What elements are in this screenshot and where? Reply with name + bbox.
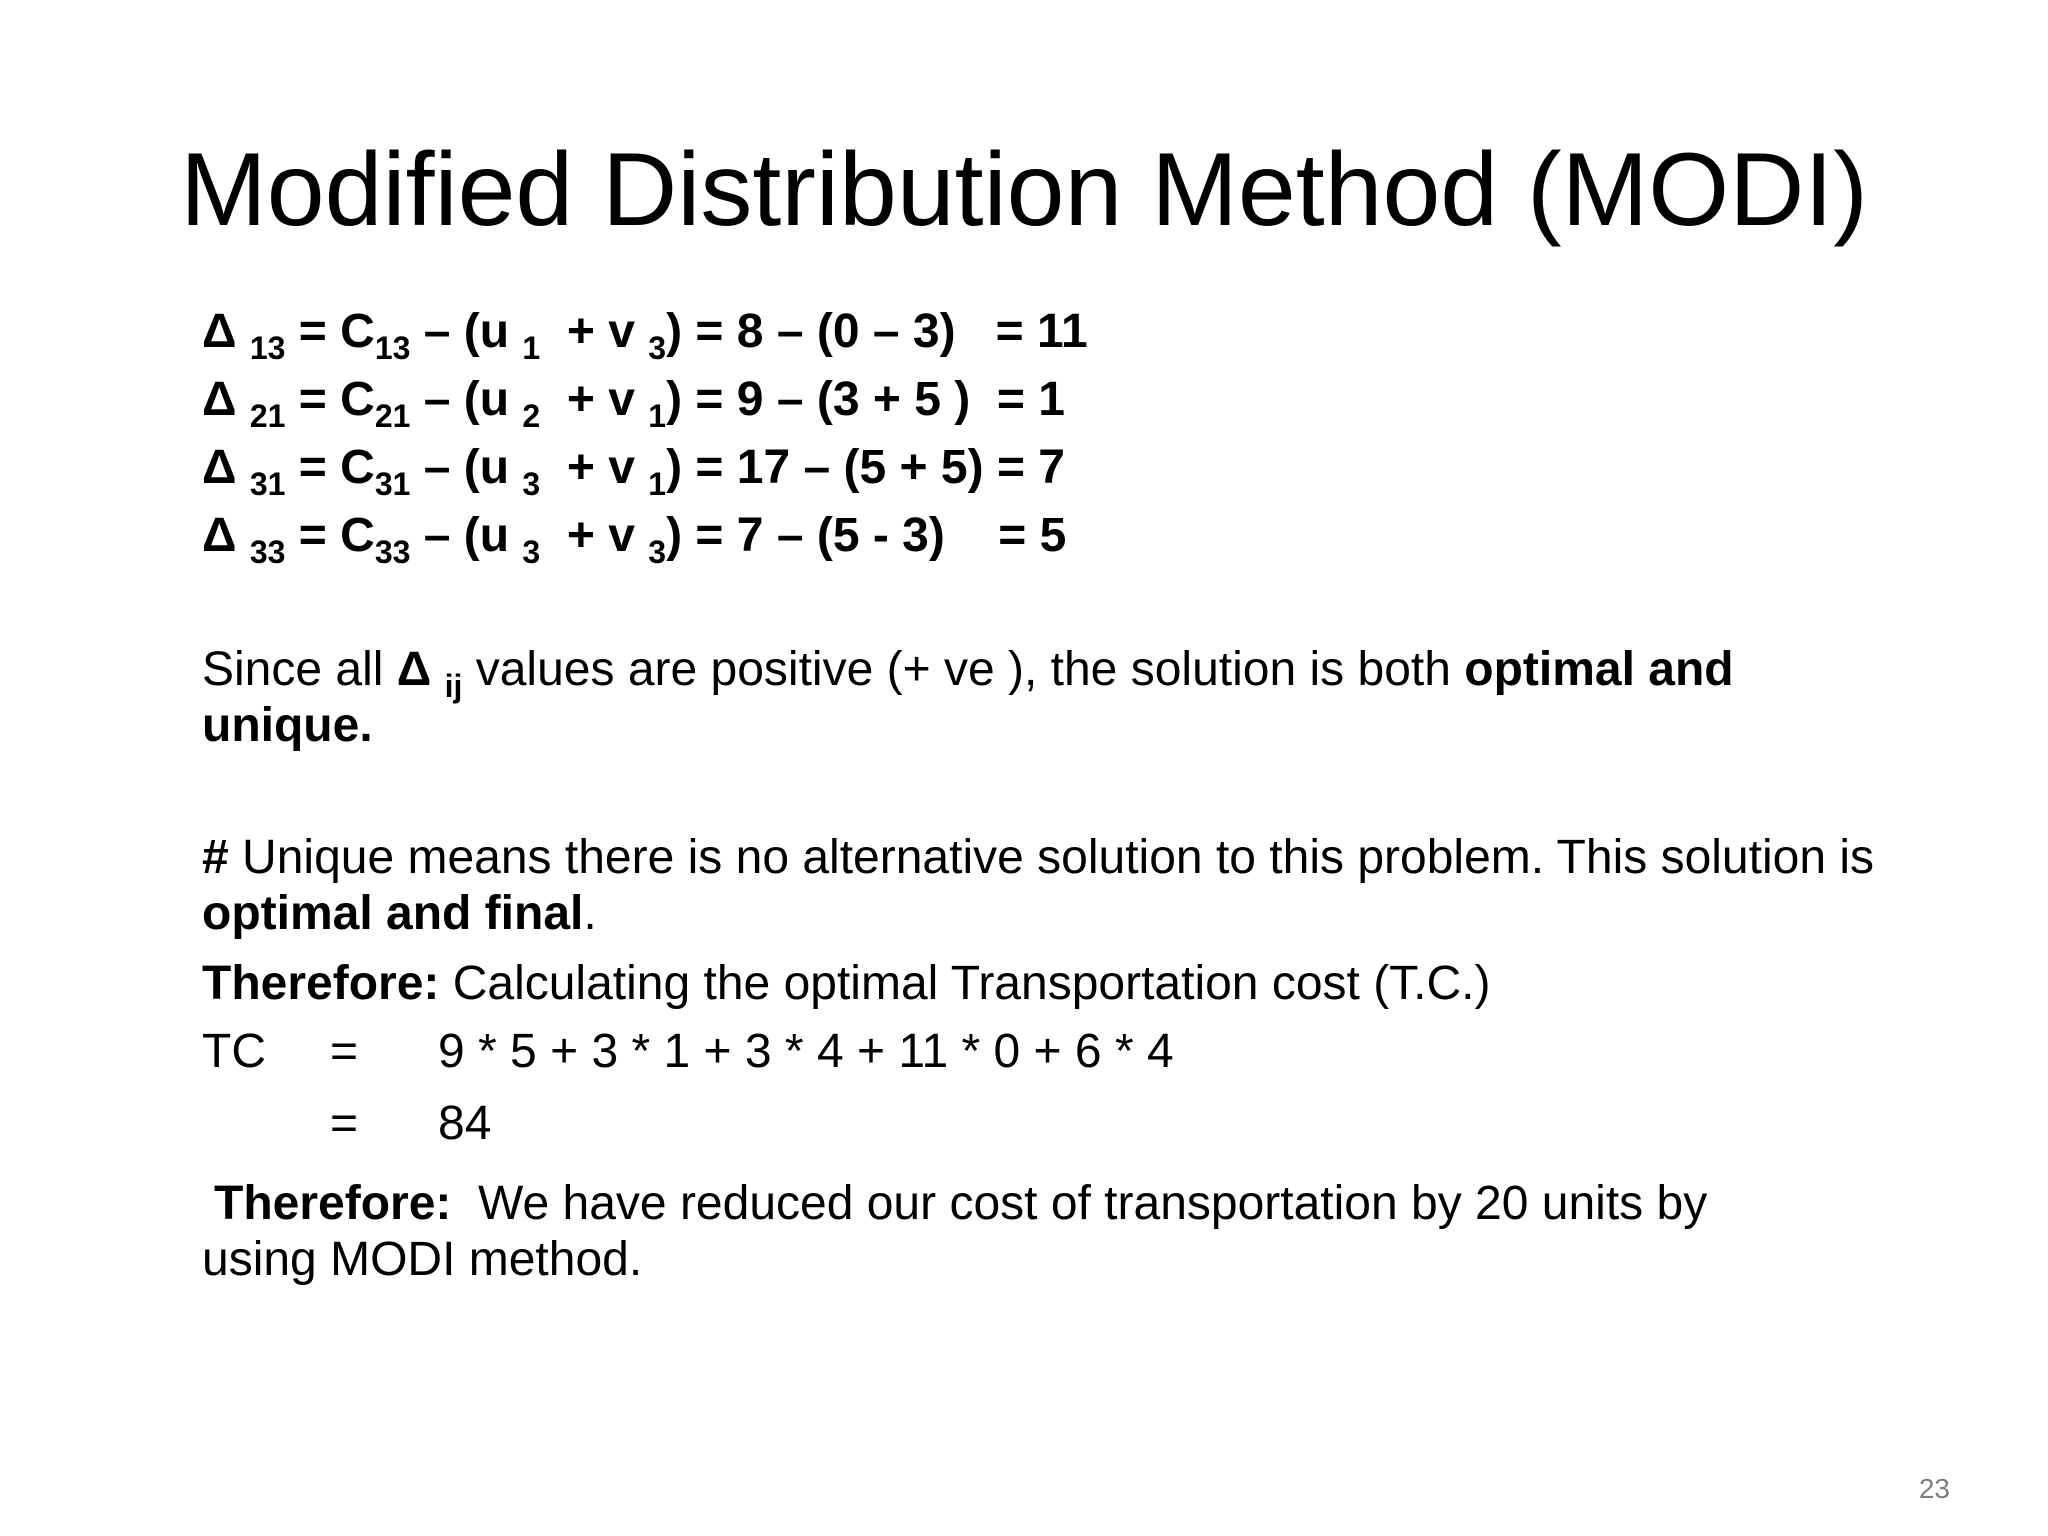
equation-part: = C (285, 509, 375, 562)
equation-part: + v (540, 305, 649, 358)
cost-subscript: 21 (374, 398, 411, 434)
delta-symbol: Δ (396, 643, 445, 696)
delta-symbol: Δ (202, 305, 250, 358)
note-emphasis: optimal and final (202, 887, 584, 940)
delta-subscript: 13 (249, 330, 286, 366)
delta-equation-31 (202, 434, 1882, 502)
v-subscript: 3 (648, 534, 667, 570)
slide-content (202, 298, 1882, 1288)
equation-part: – (u (410, 441, 523, 494)
equation-part: + v (540, 373, 649, 426)
therefore-label: Therefore: (202, 957, 440, 1010)
conclusion-text: We have reduced our cost of transportation by 20 units by (451, 1177, 1708, 1230)
delta-subscript: 21 (249, 398, 286, 434)
equation-part: = C (285, 305, 375, 358)
u-subscript: 1 (522, 330, 541, 366)
v-subscript: 1 (648, 398, 667, 434)
v-subscript: 3 (648, 330, 667, 366)
tc-equals: = (330, 1025, 359, 1078)
delta-subscript: 31 (249, 466, 286, 502)
tc-label: TC (202, 1025, 266, 1078)
cost-subscript: 31 (374, 466, 411, 502)
delta-symbol: Δ (202, 373, 250, 426)
page-number: 23 (1918, 1473, 1950, 1504)
v-subscript: 1 (648, 466, 667, 502)
equation-part: – (u (410, 305, 523, 358)
equation-part: + v (540, 509, 649, 562)
therefore-text: Calculating the optimal Transportation cost (T.C.) (439, 957, 1491, 1010)
delta-equation-13 (202, 298, 1882, 366)
unique-note (202, 830, 1882, 942)
conclusion-line-1 (214, 1176, 1882, 1232)
cost-subscript: 13 (374, 330, 411, 366)
therefore-cost-heading (202, 956, 1882, 1012)
tc-row-expression (202, 1020, 1882, 1084)
statement-text: values are positive (+ ve ), the solution is both (462, 643, 1465, 696)
equation-part: – (u (410, 509, 523, 562)
u-subscript: 3 (522, 466, 541, 502)
equation-result: ) = 7 – (5 - 3) = 5 (666, 509, 1067, 562)
delta-symbol: Δ (202, 441, 250, 494)
delta-equation-33 (202, 502, 1882, 570)
hash-marker: # (202, 831, 229, 884)
tc-equals: = (330, 1097, 359, 1150)
cost-subscript: 33 (374, 534, 411, 570)
delta-symbol: Δ (202, 509, 250, 562)
equation-part: – (u (410, 373, 523, 426)
delta-equation-21 (202, 366, 1882, 434)
equation-part: + v (540, 441, 649, 494)
u-subscript: 3 (522, 534, 541, 570)
note-text: . (583, 887, 597, 940)
equation-result: ) = 8 – (0 – 3) = 11 (666, 305, 1088, 358)
equation-part: = C (285, 373, 375, 426)
equation-result: ) = 9 – (3 + 5 ) = 1 (666, 373, 1065, 426)
therefore-conclusion (202, 1176, 1882, 1288)
therefore-label: Therefore: (214, 1177, 452, 1230)
statement-emphasis: optimal and unique. (202, 643, 1734, 752)
note-text: Unique means there is no alternative solution to this problem. This solution is (228, 831, 1875, 884)
equation-part: = C (285, 441, 375, 494)
tc-expression: 9 * 5 + 3 * 1 + 3 * 4 + 11 * 0 + 6 * 4 (438, 1025, 1174, 1078)
equation-result: ) = 17 – (5 + 5) = 7 (666, 441, 1065, 494)
delta-subscript: ij (444, 668, 463, 704)
delta-subscript: 33 (249, 534, 286, 570)
conclusion-line-2: using MODI method. (202, 1233, 643, 1286)
optimality-statement (202, 642, 1882, 754)
statement-text: Since all (202, 643, 397, 696)
tc-result: 84 (438, 1097, 492, 1150)
slide-title: Modified Distribution Method (MODI) (180, 132, 1868, 248)
u-subscript: 2 (522, 398, 541, 434)
tc-row-result (202, 1092, 1882, 1156)
